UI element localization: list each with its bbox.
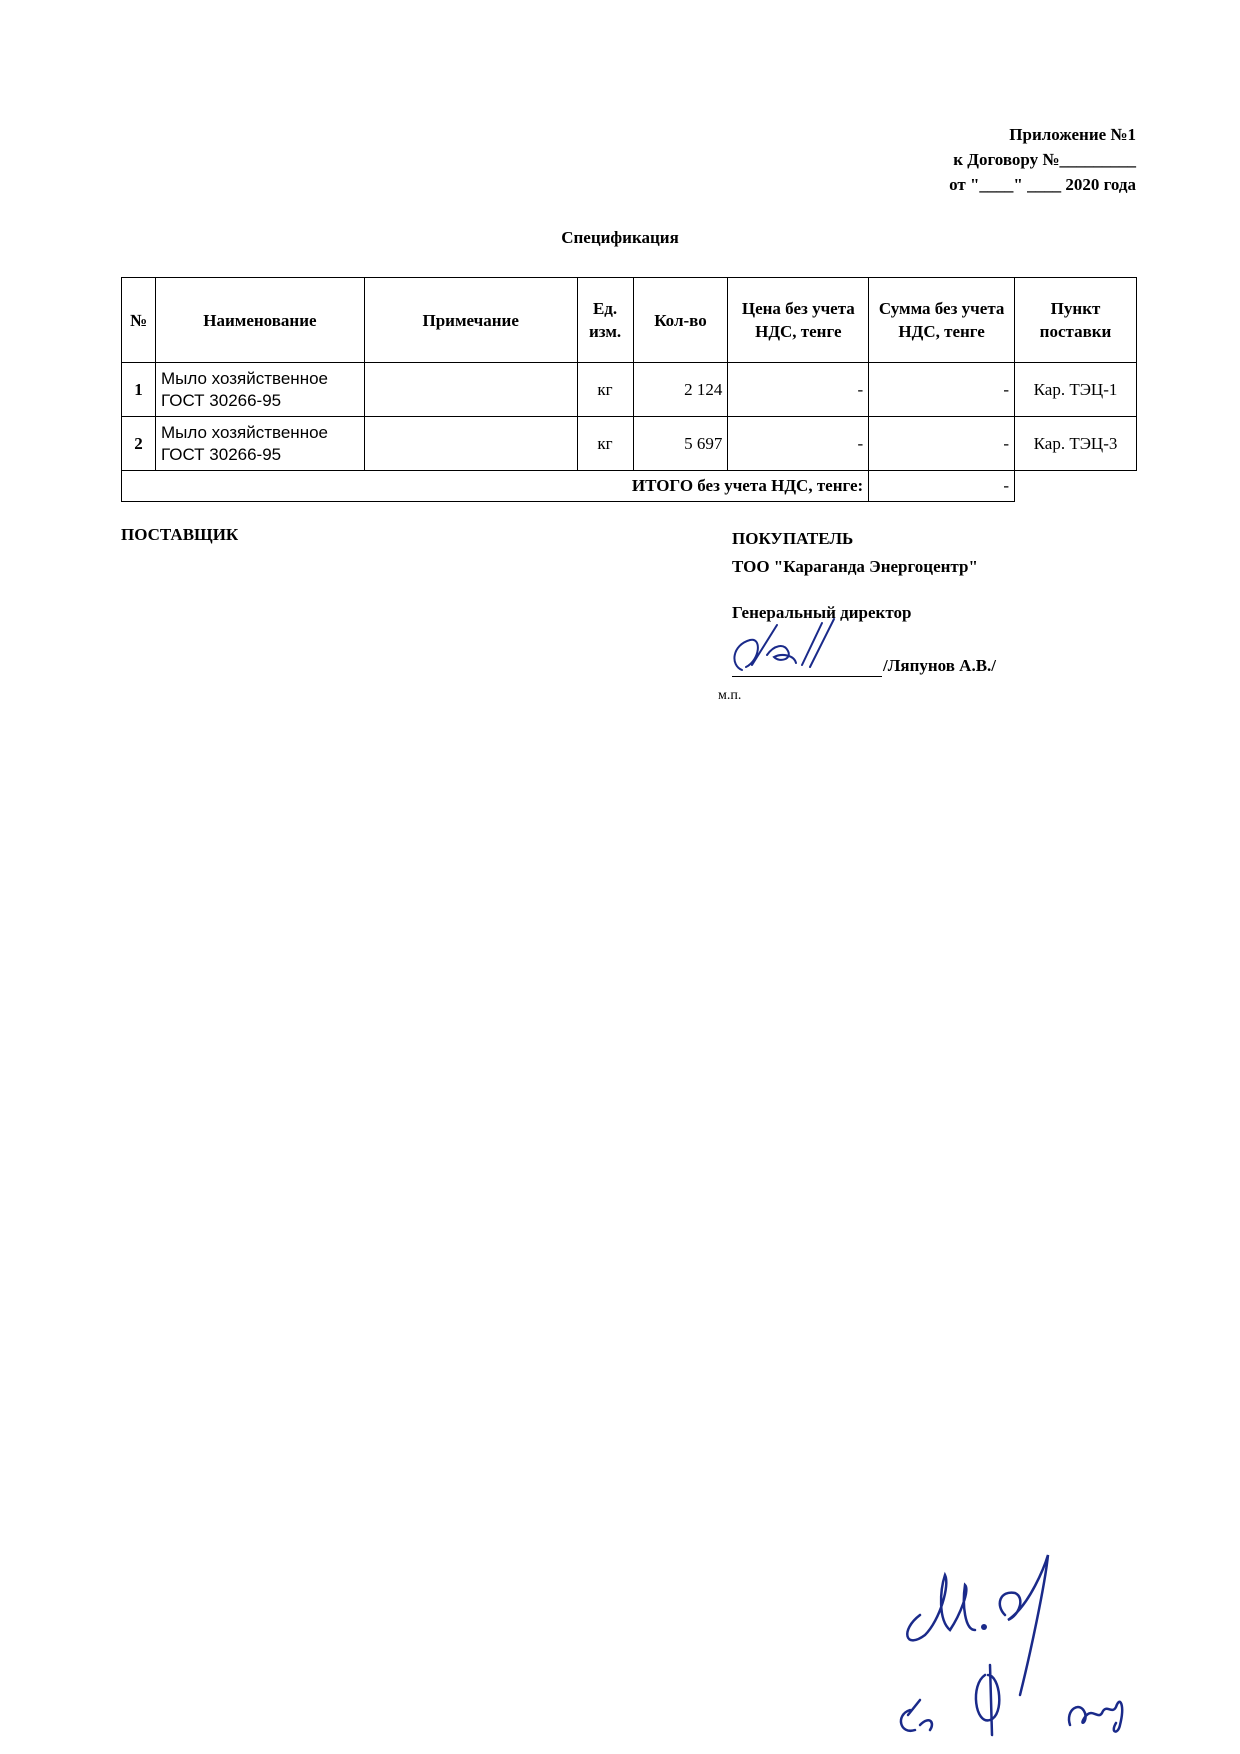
item-name xyxy=(155,417,364,471)
item-delivery: Кар. ТЭЦ-3 xyxy=(1015,417,1137,471)
page-initials xyxy=(880,1535,1160,1745)
item-note xyxy=(364,363,577,417)
contract-number: к Договору №_________ xyxy=(953,150,1136,169)
signature-line xyxy=(732,675,882,677)
item-sum: - xyxy=(869,417,1015,471)
item-name xyxy=(155,363,364,417)
director-signature xyxy=(722,615,862,680)
appendix-number: Приложение №1 xyxy=(1009,125,1136,144)
item-note xyxy=(364,417,577,471)
supplier-title: ПОСТАВЩИК xyxy=(121,525,239,544)
page-title: Спецификация xyxy=(561,228,679,247)
buyer-title: ПОКУПАТЕЛЬ xyxy=(732,529,854,548)
total-label: ИТОГО без учета НДС, тенге: xyxy=(122,471,869,502)
total-empty-cell xyxy=(1015,471,1137,502)
table-row xyxy=(122,363,1137,417)
buyer-position: Генеральный директор xyxy=(732,603,912,622)
col-header-unit: Ед. изм. xyxy=(577,278,633,363)
total-row xyxy=(122,471,1137,502)
item-price: - xyxy=(728,363,869,417)
item-unit: кг xyxy=(577,417,633,471)
item-qty: 2 124 xyxy=(633,363,728,417)
item-name-line1: Мыло хозяйственное xyxy=(160,368,328,388)
table-header-row xyxy=(122,278,1137,363)
signatory-name: /Ляпунов А.В./ xyxy=(883,656,997,675)
item-name-line1: Мыло хозяйственное xyxy=(160,422,328,442)
col-header-name: Наименование xyxy=(155,278,364,363)
col-header-delivery: Пункт поставки xyxy=(1015,278,1137,363)
item-sum: - xyxy=(869,363,1015,417)
item-name-line2: ГОСТ 30266-95 xyxy=(160,390,282,410)
col-header-price: Цена без учета НДС, тенге xyxy=(728,278,869,363)
document-header xyxy=(949,122,1136,197)
stamp-place-note: м.п. xyxy=(718,688,742,703)
table-row xyxy=(122,417,1137,471)
col-header-sum: Сумма без учета НДС, тенге xyxy=(869,278,1015,363)
item-qty: 5 697 xyxy=(633,417,728,471)
total-value: - xyxy=(869,471,1015,502)
row-number: 1 xyxy=(122,363,156,417)
col-header-note: Примечание xyxy=(364,278,577,363)
item-name-line2: ГОСТ 30266-95 xyxy=(160,444,282,464)
buyer-company: ТОО "Караганда Энергоцентр" xyxy=(732,557,978,576)
item-unit: кг xyxy=(577,363,633,417)
item-price: - xyxy=(728,417,869,471)
col-header-qty: Кол-во xyxy=(633,278,728,363)
specification-table xyxy=(121,277,1137,502)
buyer-block xyxy=(732,525,978,581)
contract-date: от "____" ____ 2020 года xyxy=(949,175,1136,194)
item-delivery: Кар. ТЭЦ-1 xyxy=(1015,363,1137,417)
col-header-number: № xyxy=(122,278,156,363)
row-number: 2 xyxy=(122,417,156,471)
